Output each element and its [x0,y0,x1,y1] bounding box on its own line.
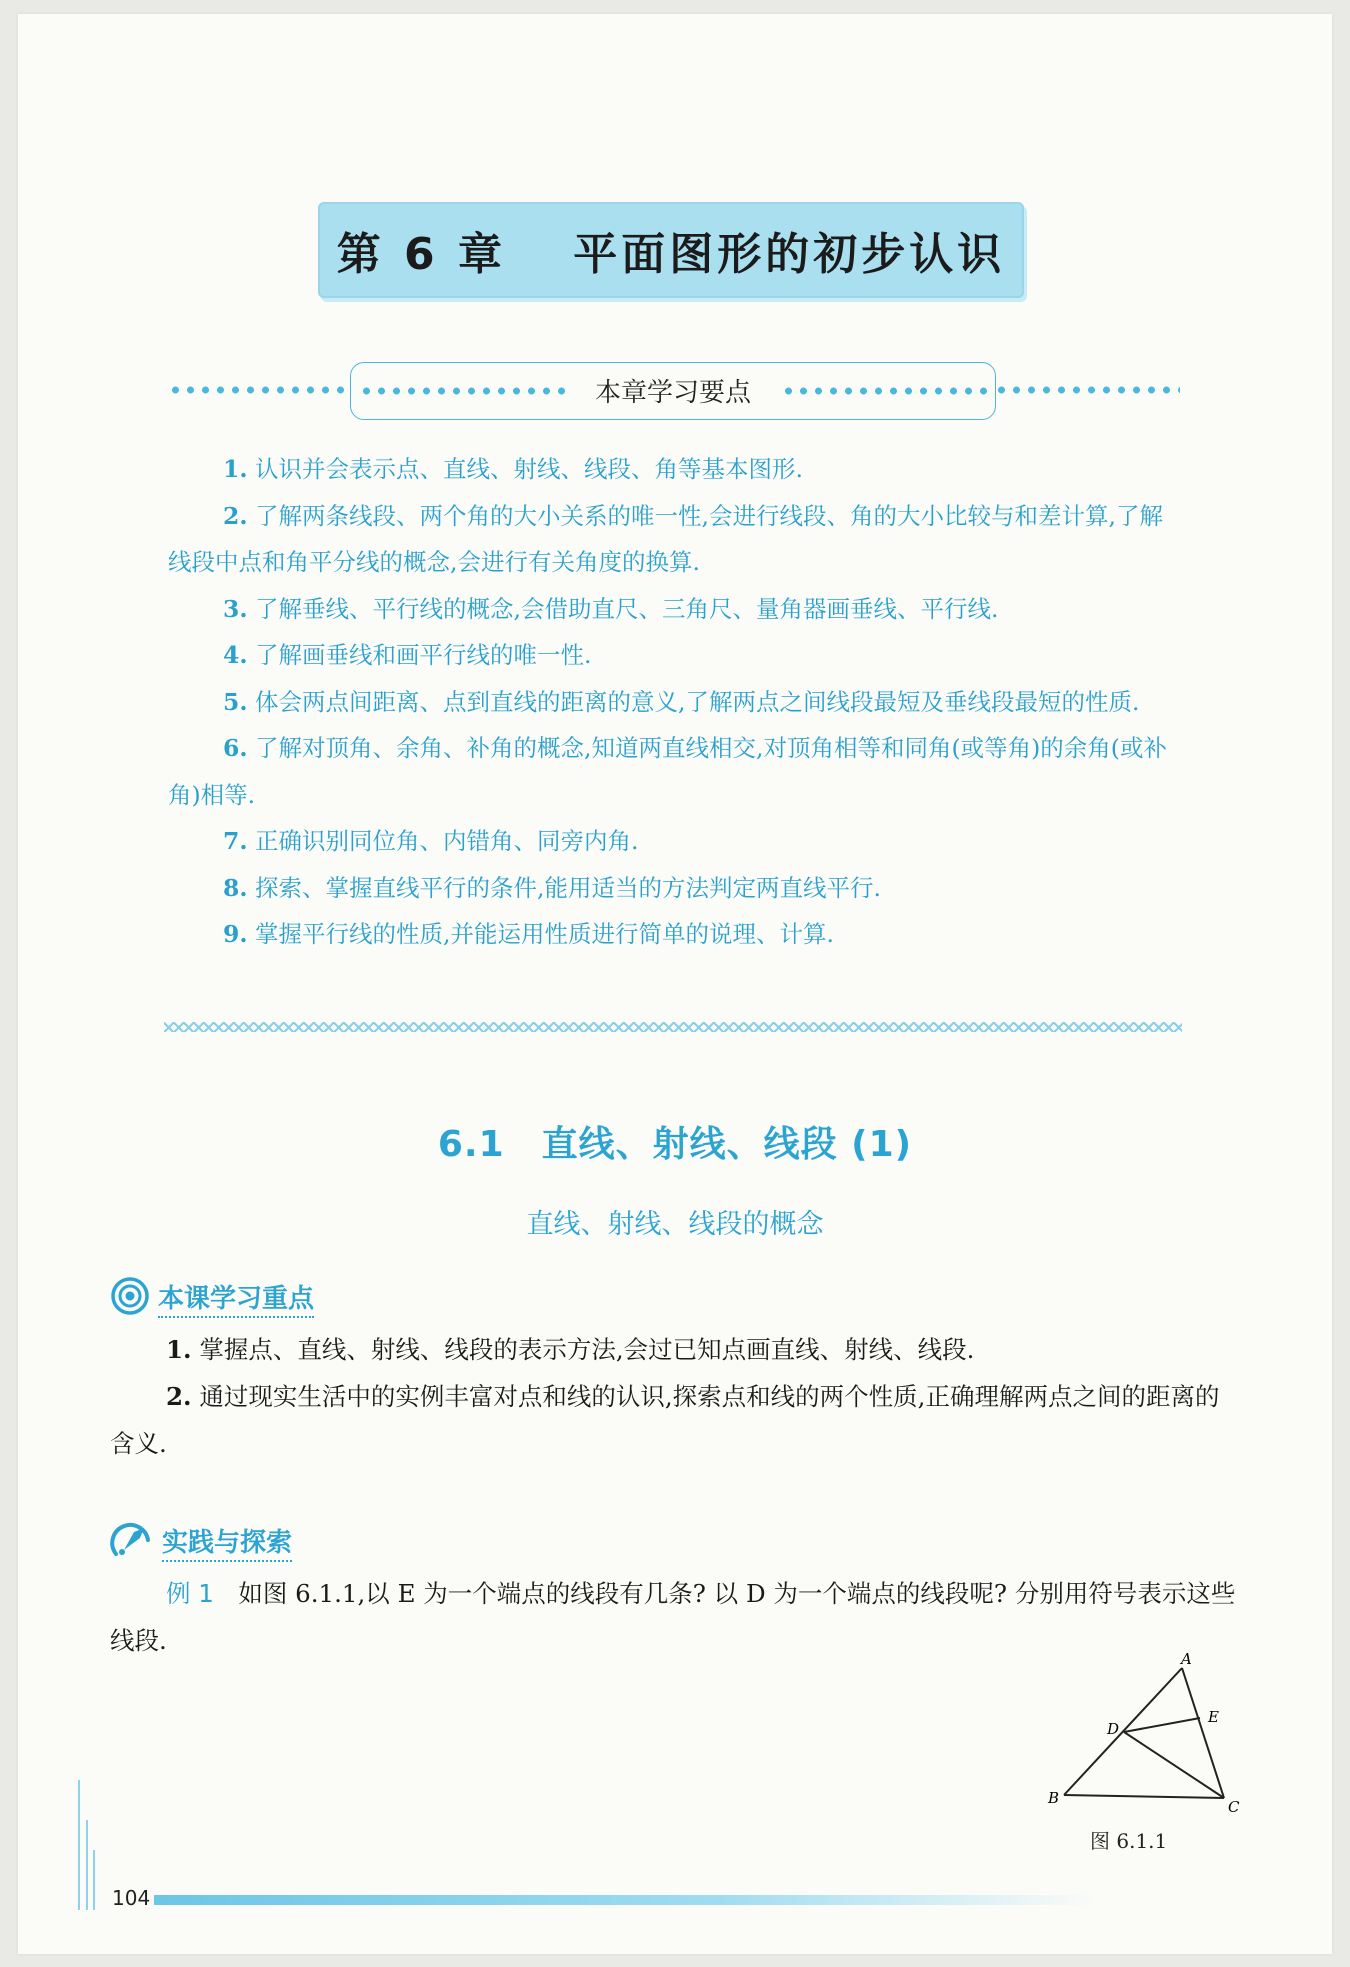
chapter-objectives [168,446,1184,958]
objective-item: 5. 体会两点间距离、点到直线的距离的意义,了解两点之间线段最短及垂线段最短的性质. [223,687,1140,716]
focus-item: 2. 通过现实生活中的实例丰富对点和线的认识,探索点和线的两个性质,正确理解两点之间的距离的含义. [110,1382,1220,1458]
key-points-label: 本章学习要点 [571,372,775,409]
chapter-title: 第 6 章 平面图形的初步认识 [336,229,1006,280]
triangle-figure [1040,1650,1250,1820]
example-paragraph: 例 1 如图 6.1.1,以 E 为一个端点的线段有几条? 以 D 为一个端点的线段呢? 分别用符号表示这些线段. [110,1579,1236,1655]
label-e: E [1208,1708,1219,1726]
footer-bar [154,1895,1094,1905]
target-icon [110,1276,150,1320]
label-d: D [1107,1720,1120,1738]
lesson-focus-label: 本课学习重点 [158,1278,314,1318]
dotted-divider-left [168,386,352,394]
segment-dc [1124,1732,1224,1798]
segment-bc [1064,1795,1224,1798]
dotted-divider-inner-right [781,387,987,395]
lesson-focus-body [110,1326,1240,1467]
figure-caption: 图 6.1.1 [1090,1829,1168,1853]
page-number: 104 [112,1886,151,1910]
diamond-divider [164,1022,1182,1032]
objective-item: 2. 了解两条线段、两个角的大小关系的唯一性,会进行线段、角的大小比较与和差计算,了解线段中点和角平分线的概念,会进行有关角度的换算. [168,501,1163,576]
objective-item: 3. 了解垂线、平行线的概念,会借助直尺、三角尺、量角器画垂线、平行线. [223,594,999,623]
practice-label: 实践与探索 [162,1522,292,1562]
margin-lines [78,1780,96,1910]
objective-item: 8. 探索、掌握直线平行的条件,能用适当的方法判定两直线平行. [223,873,881,902]
chapter-banner [318,202,1024,298]
objective-item: 9. 掌握平行线的性质,并能运用性质进行简单的说理、计算. [223,920,834,948]
segment-ab [1064,1668,1182,1795]
label-b: B [1048,1789,1060,1807]
section-title: 6.1 直线、射线、线段 (1) [437,1124,913,1165]
label-a: A [1181,1650,1192,1668]
objective-item: 6. 了解对顶角、余角、补角的概念,知道两直线相交,对顶角相等和同角(或等角)的余角(或补角)相等. [168,734,1167,809]
dotted-divider-right [994,386,1180,394]
focus-item: 1. 掌握点、直线、射线、线段的表示方法,会过已知点画直线、射线、线段. [166,1335,975,1364]
objective-item: 7. 正确识别同位角、内错角、同旁内角. [223,827,639,855]
segment-ac [1182,1668,1224,1798]
rocket-icon [110,1518,154,1566]
dotted-divider-inner-left [359,387,565,395]
section-subtitle: 直线、射线、线段的概念 [526,1209,824,1240]
segment-de [1124,1718,1200,1732]
example-label: 例 1 [166,1579,214,1608]
objective-item: 4. 了解画垂线和画平行线的唯一性. [223,641,592,669]
key-points-header [350,362,996,420]
objective-item: 1. 认识并会表示点、直线、射线、线段、角等基本图形. [223,455,804,483]
practice-heading [110,1520,292,1564]
lesson-focus-heading [110,1276,314,1320]
label-c: C [1228,1798,1240,1816]
